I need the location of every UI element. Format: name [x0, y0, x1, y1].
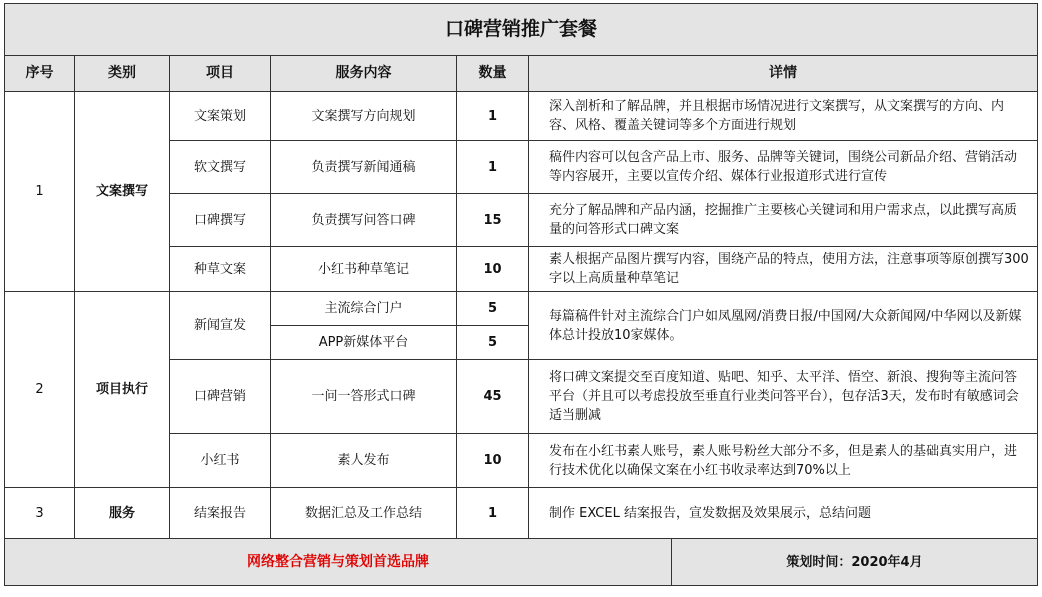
row-item: 口碑撰写 [170, 194, 271, 247]
footer-plan-time: 策划时间：2020年4月 [672, 539, 1038, 586]
row-item: 小红书 [170, 434, 271, 488]
header-detail: 详情 [529, 56, 1038, 92]
row-service: 小红书种草笔记 [271, 247, 457, 292]
row-item: 口碑营销 [170, 360, 271, 434]
row-qty: 5 [457, 292, 529, 326]
group-category: 项目执行 [75, 292, 170, 488]
header-item: 项目 [170, 56, 271, 92]
row-qty: 10 [457, 434, 529, 488]
row-service: 主流综合门户 [271, 292, 457, 326]
row-qty: 10 [457, 247, 529, 292]
footer-row [5, 539, 1038, 586]
row-item: 种草文案 [170, 247, 271, 292]
row-item: 软文撰写 [170, 141, 271, 194]
row-service: 一问一答形式口碑 [271, 360, 457, 434]
group-category: 服务 [75, 488, 170, 539]
header-no: 序号 [5, 56, 75, 92]
group-no: 3 [5, 488, 75, 539]
package-sheet [4, 3, 1037, 586]
header-qty: 数量 [457, 56, 529, 92]
package-table [4, 3, 1038, 586]
row-detail: 素人根据产品图片撰写内容，围绕产品的特点，使用方法，注意事项等原创撰写300字以上高质量种草笔记 [529, 247, 1038, 292]
row-item: 文案策划 [170, 92, 271, 141]
row-service: 负责撰写新闻通稿 [271, 141, 457, 194]
row-detail: 发布在小红书素人账号，素人账号粉丝大部分不多，但是素人的基础真实用户，进行技术优化以确保文案在小红书收录率达到70%以上 [529, 434, 1038, 488]
group-no: 2 [5, 292, 75, 488]
table-row [5, 92, 1038, 141]
header-category: 类别 [75, 56, 170, 92]
row-detail: 每篇稿件针对主流综合门户如凤凰网/消费日报/中国网/大众新闻网/中华网以及新媒体总计投放10家媒体。 [529, 292, 1038, 360]
row-qty: 1 [457, 488, 529, 539]
row-service: APP新媒体平台 [271, 326, 457, 360]
row-detail: 稿件内容可以包含产品上市、服务、品牌等关键词，围绕公司新品介绍、营销活动等内容展开，主要以宣传介绍、媒体行业报道形式进行宣传 [529, 141, 1038, 194]
row-qty: 1 [457, 92, 529, 141]
row-qty: 5 [457, 326, 529, 360]
row-item: 结案报告 [170, 488, 271, 539]
page-title: 口碑营销推广套餐 [5, 4, 1038, 56]
table-row [5, 488, 1038, 539]
row-service: 文案撰写方向规划 [271, 92, 457, 141]
row-qty: 15 [457, 194, 529, 247]
row-service: 素人发布 [271, 434, 457, 488]
row-detail: 充分了解品牌和产品内涵，挖掘推广主要核心关键词和用户需求点，以此撰写高质量的问答形式口碑文案 [529, 194, 1038, 247]
row-item: 新闻宣发 [170, 292, 271, 360]
header-row [5, 56, 1038, 92]
table-row [5, 292, 1038, 326]
group-no: 1 [5, 92, 75, 292]
row-detail: 制作 EXCEL 结案报告，宣发数据及效果展示，总结问题 [529, 488, 1038, 539]
row-detail: 深入剖析和了解品牌，并且根据市场情况进行文案撰写，从文案撰写的方向、内容、风格、覆盖关键词等多个方面进行规划 [529, 92, 1038, 141]
row-qty: 45 [457, 360, 529, 434]
row-qty: 1 [457, 141, 529, 194]
row-service: 负责撰写问答口碑 [271, 194, 457, 247]
group-category: 文案撰写 [75, 92, 170, 292]
header-service: 服务内容 [271, 56, 457, 92]
row-detail: 将口碑文案提交至百度知道、贴吧、知乎、太平洋、悟空、新浪、搜狗等主流问答平台（并且可以考虑投放至垂直行业类问答平台），包存活3天，发布时有敏感词会适当删减 [529, 360, 1038, 434]
row-service: 数据汇总及工作总结 [271, 488, 457, 539]
footer-slogan: 网络整合营销与策划首选品牌 [5, 539, 672, 586]
